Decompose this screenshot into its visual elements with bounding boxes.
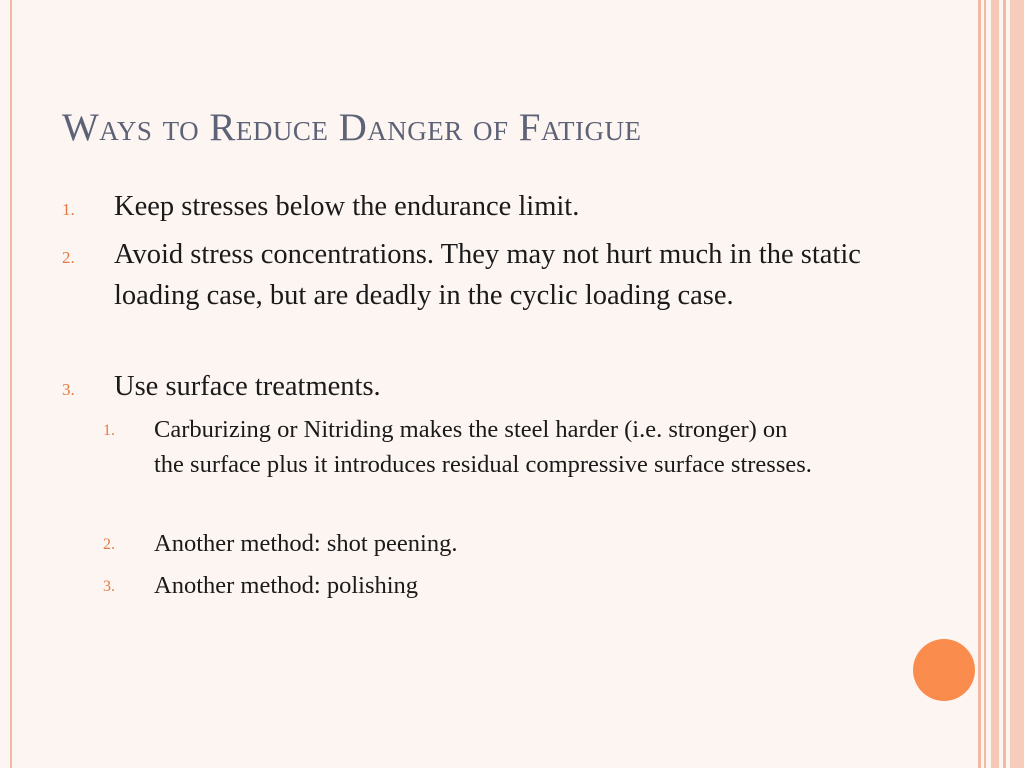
- right-border-stripe: [978, 0, 981, 768]
- list-item: [0, 366, 960, 412]
- right-border-stripe: [984, 0, 986, 768]
- list-item-text: Keep stresses below the endurance limit.: [114, 191, 580, 222]
- list-number: 3.: [62, 380, 75, 399]
- list-item-text: Use surface treatments.: [114, 371, 381, 402]
- list-number: 1.: [62, 200, 75, 219]
- sub-list-item-text: Carburizing or Nitriding makes the steel harder (i.e. stronger) on the surface plus it introduces residual compressive surface stresses.: [154, 416, 812, 478]
- list-item: [0, 186, 960, 234]
- right-border-stripe: [1003, 0, 1006, 768]
- sub-list-item: [0, 412, 960, 526]
- slide-content: [0, 186, 960, 610]
- sub-list-item-text: Another method: shot peening.: [154, 530, 458, 557]
- right-border-stripe: [1010, 0, 1024, 768]
- list-item-text: Avoid stress concentrations. They may not hurt much in the static loading case, but are deadly in the cyclic loading case.: [114, 239, 861, 311]
- decorative-circle: [913, 639, 975, 701]
- right-border-stripe: [991, 0, 999, 768]
- sub-list-number: 2.: [103, 536, 115, 553]
- slide-title: Ways to Reduce Danger of Fatigue: [62, 106, 642, 149]
- sub-list-item-text: Another method: polishing: [154, 572, 419, 599]
- sub-list-item: [0, 568, 960, 610]
- list-number: 2.: [62, 248, 75, 267]
- sub-list-number: 3.: [103, 578, 115, 595]
- sub-list-item: [0, 526, 960, 568]
- sub-list-number: 1.: [103, 422, 115, 439]
- list-item: [0, 234, 960, 366]
